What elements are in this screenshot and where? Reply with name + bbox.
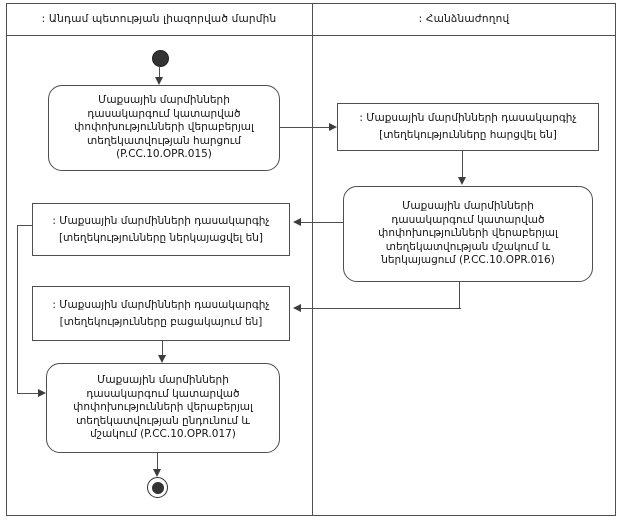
text-line: փոփոխությունների վերաբերյալ <box>378 227 558 240</box>
text-line: : Մաքսային մարմինների դասակարգիչ <box>52 298 270 311</box>
text-line: [տեղեկությունները ներկայացվել են] <box>58 231 264 244</box>
text-line: մշակում (P.CC.10.OPR.017) <box>90 428 236 441</box>
object-info-missing-box <box>32 286 290 341</box>
text-line: տեղեկատվության հարցում <box>86 134 242 147</box>
arrow-right-icon <box>38 389 46 397</box>
activity-process-submit-box <box>343 186 593 282</box>
text-line: : Մաքսային մարմինների դասակարգիչ <box>52 214 270 227</box>
lane-title-commission: : Հանձնաժողով <box>418 13 510 25</box>
edge-receive-to-final <box>157 453 158 470</box>
text-line: դասակարգում կատարված <box>391 213 545 226</box>
activity-receive-process-box <box>46 363 280 453</box>
lane-header-separator <box>6 35 616 36</box>
activity-request-info-box <box>48 85 280 171</box>
text-line: տեղեկատվության ընդունում և <box>76 414 250 427</box>
text-line: [տեղեկությունները բացակայում են] <box>59 315 263 328</box>
text-line: Մաքսային մարմինների <box>97 374 229 387</box>
lane-header-member-state-body <box>6 3 312 35</box>
arrow-right-icon <box>329 123 337 131</box>
edge-object-requested-to-process <box>462 151 463 178</box>
arrow-down-icon <box>155 77 163 85</box>
text-line: Մաքսային մարմինների <box>402 200 534 213</box>
arrow-left-icon <box>293 218 301 226</box>
edge-process-to-object-submitted <box>301 222 343 223</box>
text-line: (P.CC.10.OPR.015) <box>116 148 212 161</box>
lane-divider <box>312 3 313 516</box>
final-node-inner-dot <box>152 482 164 494</box>
text-line: ներկայացում (P.CC.10.OPR.016) <box>381 254 555 267</box>
edge-request-to-object-requested <box>280 127 330 128</box>
edge-object-submitted-to-receive-bottom <box>17 393 38 394</box>
edge-object-submitted-to-receive-vertical <box>17 225 18 394</box>
arrow-down-icon <box>158 355 166 363</box>
object-info-requested-box <box>337 103 599 151</box>
arrow-left-icon <box>293 304 301 312</box>
start-node <box>152 50 169 67</box>
lane-title-member-state-body: : Անդամ պետության լիազորված մարմին <box>41 13 277 25</box>
text-line: դասակարգում կատարված <box>87 107 241 120</box>
arrow-down-icon <box>458 177 466 185</box>
text-line: փոփոխությունների վերաբերյալ <box>74 121 254 134</box>
object-info-submitted-box <box>32 203 290 256</box>
edge-process-to-object-missing-vertical <box>459 282 460 309</box>
edge-object-submitted-to-receive-top <box>17 225 32 226</box>
arrow-down-icon <box>153 469 161 477</box>
final-node <box>147 477 168 498</box>
text-line: տեղեկատվության մշակում և <box>385 240 551 253</box>
text-line: : Մաքսային մարմինների դասակարգիչ <box>359 112 577 124</box>
lane-header-commission <box>312 3 616 35</box>
text-line: փոփոխությունների վերաբերյալ <box>73 401 253 414</box>
text-line: [տեղեկությունները հարցվել են] <box>379 129 557 141</box>
text-line: Մաքսային մարմինների <box>98 94 230 107</box>
edge-process-to-object-missing-horizontal <box>301 308 461 309</box>
edge-object-missing-to-receive <box>162 341 163 356</box>
text-line: դասակարգում կատարված <box>86 387 240 400</box>
